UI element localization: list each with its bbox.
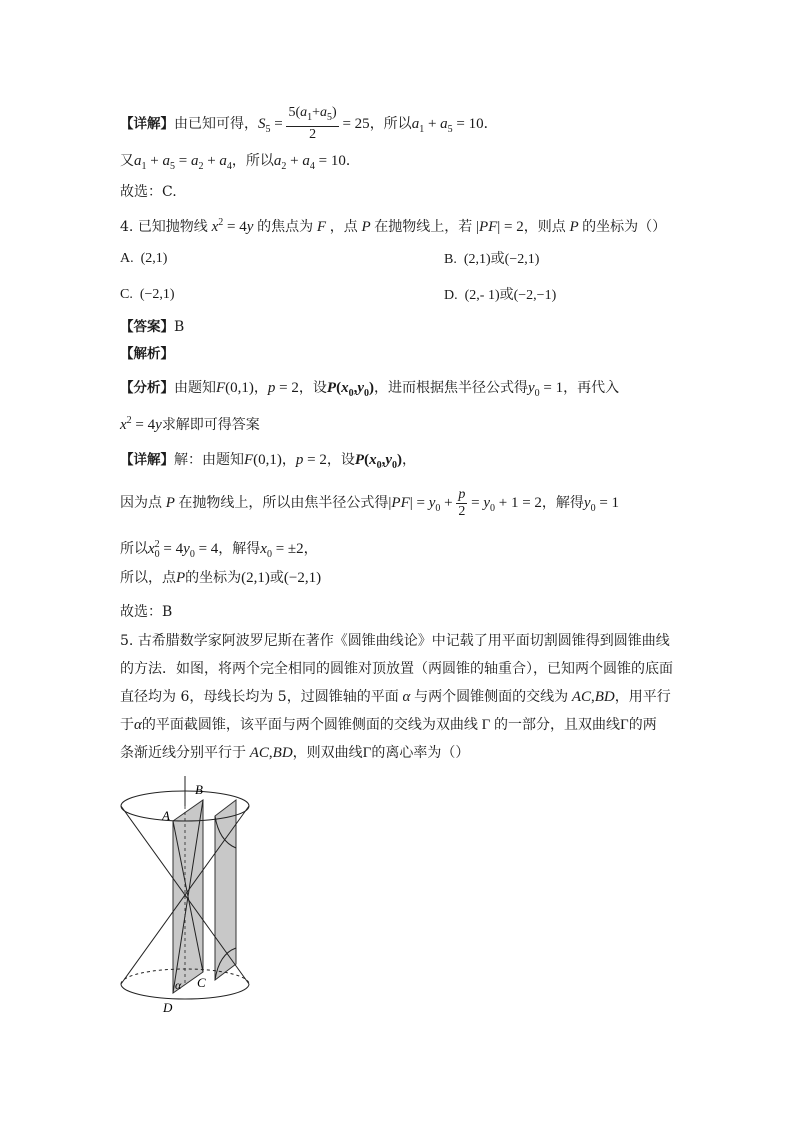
label: C. <box>120 287 133 302</box>
text: 【分析】 <box>120 380 174 396</box>
formula: $S_5$ = <box>258 115 287 135</box>
xiangjie-line2 <box>120 486 619 520</box>
formula: |PF| = 2 <box>472 219 524 235</box>
text: ，则双曲线 <box>292 745 363 761</box>
xiangjie-line4 <box>120 567 321 589</box>
formula: P <box>565 219 583 235</box>
text: 所以，点 <box>120 570 176 586</box>
value: (2,1) <box>463 252 491 267</box>
xiangjie-line1: 【详解】解：由题知F(0,1)，p = 2，设$P(x_0,y_0)$， <box>120 452 416 471</box>
text: 于 <box>120 717 134 733</box>
q5-line2: 的方法．如图，将两个完全相同的圆锥对顶放置（两圆锥的轴重合），已知两个圆锥的底面 <box>120 661 673 677</box>
formula: $x^2 = 4y$ <box>211 217 254 235</box>
text: ，设 <box>298 380 327 396</box>
text: ，进而根据焦半径公式得 <box>373 380 528 396</box>
formula: (2,1) <box>241 570 270 586</box>
text: ，所以 <box>369 115 412 132</box>
text: 在抛物线上，若 <box>374 219 473 235</box>
text: 的焦点为 <box>257 219 314 235</box>
formula: BD <box>594 689 615 705</box>
formula: $x^2 = 4y$ <box>120 415 162 433</box>
text: 或 <box>490 251 505 267</box>
text: ，解得 <box>541 495 584 511</box>
formula: $x_0^2 = 4y_0 = 4$ <box>148 539 219 560</box>
label: D. <box>444 288 458 303</box>
formula: $a_2 + a_4 = 10$ <box>273 153 346 172</box>
fenxi-line1: 【分析】由题知F(0,1)，p = 2，设$P(x_0,y_0)$，进而根据焦半径公式得$y_0 = 1$，再代入 <box>120 380 620 399</box>
formula: $P(x_0,y_0)$ <box>326 380 374 399</box>
text: B <box>174 319 185 335</box>
option-d <box>444 284 556 307</box>
text: 的坐标为 <box>185 570 242 586</box>
formula: $a_1 + a_5 = a_2 + a_4$ <box>134 153 232 172</box>
question-number: 4. <box>120 219 134 235</box>
text: 由已知可得， <box>174 115 258 132</box>
formula: F <box>313 219 330 235</box>
formula: BD <box>272 745 293 761</box>
text: 的平面截圆锥，该平面与两个圆锥侧面的交线为双曲线 <box>141 717 478 733</box>
text: 在抛物线上，所以由焦半径公式得 <box>178 495 389 511</box>
label-C: C <box>197 975 206 990</box>
value: (2,1) <box>140 251 168 266</box>
formula: P <box>162 495 179 511</box>
analysis-tag <box>120 343 174 365</box>
text: 的一部分，且双曲线 <box>494 717 621 733</box>
xiangjie-line3 <box>120 534 318 566</box>
formula: α <box>398 689 415 705</box>
text: ． <box>483 115 498 132</box>
formula: $|PF| = y_0$ + <box>388 495 457 514</box>
formula: = 25 <box>338 115 370 132</box>
text: ，设 <box>326 452 355 468</box>
label: A. <box>120 251 134 266</box>
formula: $y_0 = 1$ <box>527 380 564 399</box>
q5-line4 <box>120 714 657 736</box>
formula: $x_0 = \pm 2$ <box>260 541 304 560</box>
label-A: A <box>162 808 170 823</box>
formula: (−2,1) <box>283 570 322 586</box>
double-cone-figure <box>118 776 268 1016</box>
text: 或 <box>499 287 514 303</box>
text: 【答案】 <box>120 319 174 335</box>
detail-tag: 【详解】 <box>120 115 174 132</box>
value: (−2,−1) <box>513 288 557 303</box>
text: 或 <box>269 570 284 586</box>
text: ，则点 <box>523 219 566 235</box>
formula: p = 2 <box>295 452 327 468</box>
label-B: B <box>195 782 203 797</box>
q4-stem <box>120 212 666 238</box>
text: ，解得 <box>218 541 261 557</box>
q5-line1 <box>120 630 670 652</box>
formula: Γ <box>477 717 495 733</box>
text: 与两个圆锥侧面的交线为 <box>414 689 569 705</box>
text: ． <box>345 153 360 169</box>
q3-answer: 故选：C. <box>120 184 177 200</box>
fraction: $\frac{p}{2}$ <box>458 486 466 519</box>
formula: , <box>268 745 273 761</box>
text: 求解即可得答案 <box>161 417 260 433</box>
formula: P <box>176 570 186 586</box>
formula: p = 2 <box>267 380 299 396</box>
option-a <box>120 248 167 270</box>
formula: Γ <box>362 745 372 761</box>
label: B. <box>444 252 457 267</box>
formula: , <box>591 689 595 705</box>
text: 已知抛物线 <box>137 219 208 235</box>
fraction: $\frac{5(a_1+a_5)}{2}$ <box>288 105 337 142</box>
text: ，点 <box>329 219 358 235</box>
q3-detail-line1 <box>120 105 498 142</box>
value: (−2,1) <box>504 252 540 267</box>
label-D: D <box>163 1000 173 1015</box>
formula: P <box>357 219 375 235</box>
text: ，再代入 <box>563 380 620 396</box>
text: ， <box>303 541 318 557</box>
formula: $a_1 + a_5 = 10$ <box>411 115 484 135</box>
text: 条渐近线分别平行于 <box>120 745 246 761</box>
formula: AC <box>246 745 269 761</box>
text: 所以 <box>120 541 148 557</box>
option-b <box>444 248 539 271</box>
value: (2,- 1) <box>464 288 500 303</box>
text: 的坐标为（） <box>582 219 667 235</box>
text: 直径均为 6，母线长均为 5，过圆锥轴的平面 <box>120 689 399 705</box>
formula: = $y_0 + 1 = 2$ <box>467 495 542 514</box>
text: 古希腊数学家阿波罗尼斯在著作《圆锥曲线论》中记载了用平面切割圆锥得到圆锥曲线 <box>137 633 670 649</box>
text: 由题知 <box>174 380 216 396</box>
formula: F(0,1) <box>244 452 282 468</box>
formula: $P(x_0,y_0)$ <box>354 452 402 471</box>
text: 的离心率为（） <box>371 745 470 761</box>
q3-detail-line2 <box>120 150 360 178</box>
text: 又 <box>120 153 134 169</box>
formula: $y_0 = 1$ <box>583 495 620 514</box>
formula: AC <box>568 689 592 705</box>
text: 的两 <box>628 717 657 733</box>
fenxi-line2 <box>120 410 260 436</box>
text: ，用平行 <box>614 689 671 705</box>
q4-final: 故选：B <box>120 604 173 620</box>
bottom-base-front <box>121 984 249 999</box>
question-number: 5. <box>120 633 134 649</box>
label-alpha: α <box>175 978 182 992</box>
option-c <box>120 284 175 306</box>
q5-line5 <box>120 742 469 764</box>
text: 【详解】 <box>120 452 174 468</box>
formula: α <box>134 717 142 733</box>
text: 【解析】 <box>120 346 174 362</box>
formula: F(0,1) <box>216 380 254 396</box>
value: (−2,1) <box>139 287 175 302</box>
text: ， <box>401 452 416 468</box>
text: 解：由题知 <box>174 452 244 468</box>
text: 因为点 <box>120 495 162 511</box>
answer-line <box>120 316 184 338</box>
q5-line3 <box>120 686 671 708</box>
text: ，所以 <box>231 153 274 169</box>
formula: Γ <box>620 717 629 733</box>
